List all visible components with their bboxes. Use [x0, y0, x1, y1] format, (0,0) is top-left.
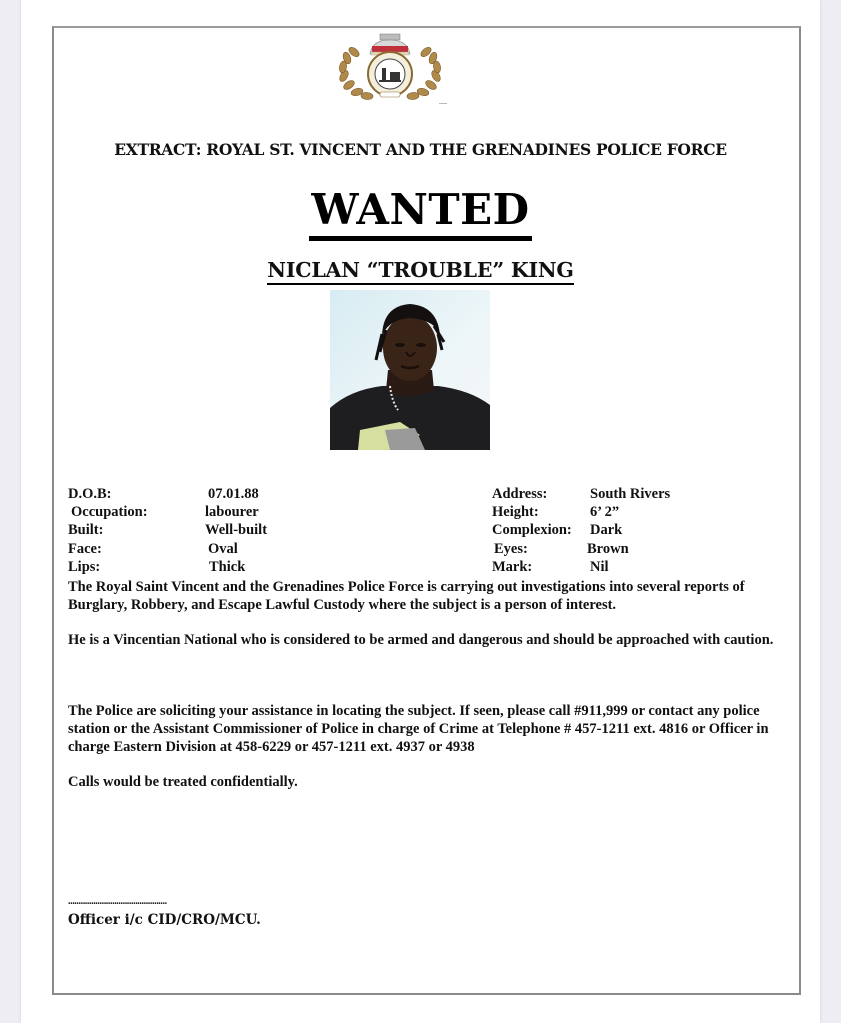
paragraph-contact: The Police are soliciting your assistance in locating the subject. If seen, please call #911,999 or contact any police station or the Assistant Commissioner of Police in charge of Crime at Telephone # 457-1211 ext. 4816 or Officer in charge Eastern Division at 458-6229 or 457-1211 ext. 4937 or 4938 [68, 703, 769, 755]
detail-label: Occupation: [71, 504, 148, 521]
detail-label: Eyes: [494, 540, 528, 557]
detail-label: Built: [68, 522, 104, 539]
detail-value: Oval [208, 540, 238, 557]
detail-row-built [68, 522, 398, 540]
detail-value: 6’ 2” [590, 504, 620, 521]
paragraph-armed-warning: He is a Vincentian National who is considered to be armed and dangerous and should be approached with caution. [68, 632, 774, 648]
subject-name-text: NICLAN “TROUBLE” KING [267, 258, 573, 285]
detail-value: Thick [209, 558, 246, 575]
detail-row-mark [492, 559, 792, 577]
detail-value: Dark [590, 522, 623, 539]
detail-value: labourer [205, 504, 259, 521]
document-page [21, 0, 820, 1023]
subject-name [21, 258, 820, 285]
detail-label: Lips: [68, 558, 101, 575]
crest-mark [439, 103, 447, 104]
detail-row-dob [68, 486, 398, 504]
extract-title: EXTRACT: ROYAL ST. VINCENT AND THE GRENADINES POLICE FORCE [114, 140, 727, 159]
detail-label: Face: [68, 540, 102, 557]
detail-value: 07.01.88 [208, 486, 259, 502]
detail-value: Brown [587, 540, 629, 557]
detail-value: South Rivers [590, 486, 671, 502]
wanted-text: WANTED [309, 186, 531, 241]
paragraph-confidential: Calls would be treated confidentially. [68, 774, 298, 790]
detail-row-lips [68, 559, 398, 577]
suspect-photo [330, 290, 490, 450]
details-right [492, 486, 792, 577]
details-left [68, 486, 398, 577]
wanted-headline [21, 186, 820, 241]
detail-row-face [68, 541, 398, 559]
signature-title: Officer i/c CID/CRO/MCU. [68, 912, 261, 928]
detail-label: Address: [492, 486, 548, 502]
signature-line: ............................................... [68, 896, 167, 907]
detail-value: Nil [590, 558, 609, 575]
detail-row-address [492, 486, 792, 504]
detail-label: Mark: [492, 558, 533, 575]
detail-row-eyes [492, 541, 792, 559]
detail-value: Well-built [205, 522, 268, 539]
detail-row-complexion [492, 522, 792, 540]
police-crest-icon [334, 32, 446, 104]
detail-label: Complexion: [492, 522, 572, 539]
detail-row-height [492, 504, 792, 522]
detail-label: D.O.B: [68, 486, 112, 502]
paragraph-investigation: The Royal Saint Vincent and the Grenadines Police Force is carrying out investigations into several reports of Burglary, Robbery, and Escape Lawful Custody where the subject is a person of interest. [68, 579, 745, 613]
detail-row-occupation [68, 504, 398, 522]
detail-label: Height: [492, 504, 539, 521]
